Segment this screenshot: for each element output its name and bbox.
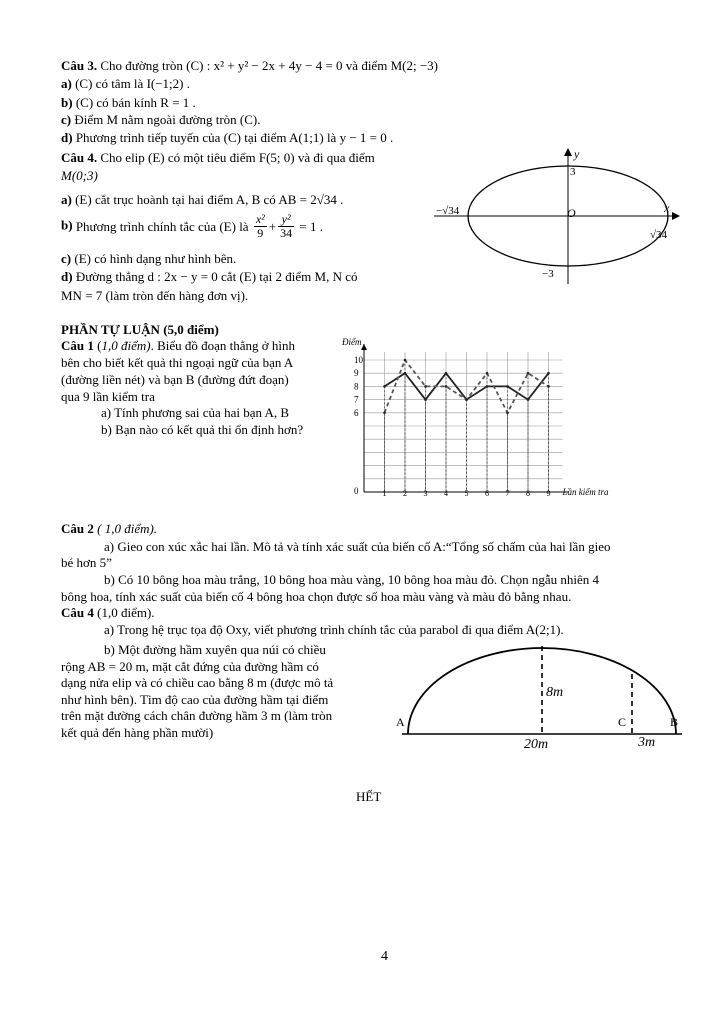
chart-point-A bbox=[424, 398, 427, 401]
ellipse-top-label: 3 bbox=[570, 166, 576, 178]
chart-point-A bbox=[506, 385, 509, 388]
chart-y-tick: 8 bbox=[354, 381, 359, 392]
q4-option-c: c) (E) có hình dạng như hình bên. bbox=[61, 251, 237, 266]
c1-part-b: b) Bạn nào có kết quả thi ổn định hơn? bbox=[101, 422, 304, 437]
chart-y-label: Điểm bbox=[342, 337, 362, 347]
c2-part-b-1: b) Có 10 bông hoa màu trắng, 10 bông hoa màu vàng, 10 bông hoa màu đỏ. Chọn ngẫu nhiên 4 bbox=[104, 572, 600, 587]
end-marker: HẾT bbox=[356, 789, 382, 804]
chart-point-B bbox=[486, 372, 489, 375]
c2-part-a-1: a) Gieo con xúc xắc hai lần. Mô tả và tính xác suất của biến cố A:“Tổng số chấm của hai lần gieo bbox=[104, 539, 611, 554]
q3-stem: Câu 3. Cho đường tròn (C) : x² + y² − 2x + 4y − 4 = 0 và điểm M(2; −3) bbox=[61, 58, 438, 73]
chart-x-label: Lần kiểm tra bbox=[562, 487, 609, 497]
chart-point-B bbox=[527, 372, 530, 375]
q4-stem: Câu 4. Cho elip (E) có một tiêu điểm F(5; 0) và đi qua điểm bbox=[61, 150, 375, 165]
c2-title: Câu 2 ( 1,0 điểm). bbox=[61, 521, 158, 536]
q3-option-a: a) (C) có tâm là I(−1;2) . bbox=[61, 76, 190, 91]
c4-part-b-1: b) Một đường hầm xuyên qua núi có chiều bbox=[104, 642, 326, 657]
chart-point-A bbox=[527, 398, 530, 401]
chart-y-tick: 6 bbox=[354, 407, 359, 418]
c4-title: Câu 4 (1,0 điểm). bbox=[61, 605, 155, 620]
chart-x-tick: 8 bbox=[526, 489, 530, 498]
q4-option-b: b) Phương trình chính tắc của (E) là $\frac{\text{x²}}{9}$ + $\frac{\text{y²}}{34}$ = 1 . bbox=[61, 212, 323, 240]
tunnel-label-offset: 3m bbox=[638, 735, 656, 750]
chart-x-tick: 9 bbox=[546, 489, 551, 498]
c4-part-a: a) Trong hệ trục tọa độ Oxy, viết phương trình chính tắc của parabol đi qua điểm A(2;1). bbox=[104, 622, 564, 637]
c2-part-b-2: bông hoa, tính xác suất của biến cố 4 bông hoa chọn được số hoa màu vàng và màu đỏ bằng nhau. bbox=[61, 589, 572, 604]
c1-line-2: bên cho biết kết quả thi ngoại ngữ của bạn A bbox=[61, 355, 294, 370]
essay-heading: PHẦN TỰ LUẬN (5,0 điểm) bbox=[61, 322, 219, 337]
chart-x-tick: 5 bbox=[464, 489, 469, 498]
chart-y-arrow bbox=[361, 344, 367, 350]
ellipse-origin-label: O bbox=[567, 206, 576, 220]
chart-point-B bbox=[383, 412, 386, 415]
q4-option-d: d) Đường thẳng d : 2x − y = 0 cắt (E) tại 2 điểm M, N có bbox=[61, 269, 358, 284]
chart-point-A bbox=[383, 385, 386, 388]
c4-part-b-2: rộng AB = 20 m, mặt cắt đứng của đường hầm có bbox=[61, 659, 319, 674]
tunnel-label-width: 20m bbox=[524, 737, 549, 752]
c4-part-b-5: trên mặt đường cách chân đường hầm 3 m (làm tròn bbox=[61, 708, 333, 723]
tunnel-label-height: 8m bbox=[546, 685, 564, 700]
chart-x-tick: 6 bbox=[485, 489, 489, 498]
chart-point-B bbox=[424, 385, 427, 388]
chart-origin-label: 0 bbox=[354, 486, 359, 496]
chart-point-A bbox=[445, 372, 448, 375]
c4-part-b-4: như hình bên). Tìm độ cao của đường hầm tại điểm bbox=[61, 692, 329, 707]
chart-point-B bbox=[465, 398, 468, 401]
chart-y-tick: 7 bbox=[354, 394, 359, 405]
c1-line-1: Câu 1 (1,0 điểm). Biểu đồ đoạn thẳng ở hình bbox=[61, 338, 296, 353]
chart-point-B bbox=[506, 412, 509, 415]
q3-option-b: b) (C) có bán kính R = 1 . bbox=[61, 95, 196, 110]
q3-option-c: c) Điểm M nằm ngoài đường tròn (C). bbox=[61, 112, 261, 127]
chart-point-B bbox=[547, 385, 550, 388]
page-number: 4 bbox=[381, 949, 388, 964]
c1-line-3: (đường liền nét) và bạn B (đường đứt đoạn) bbox=[61, 372, 289, 387]
c2-part-a-2: bé hơn 5” bbox=[61, 555, 112, 570]
q4-option-a: a) (E) cắt trục hoành tại hai điểm A, B có AB = 2√34 . bbox=[61, 192, 344, 207]
chart-y-tick: 10 bbox=[354, 355, 363, 365]
q4-stem-2: M(0;3) bbox=[61, 168, 98, 183]
ellipse-bottom-label: −3 bbox=[542, 268, 554, 280]
c4-part-b-3: dạng nửa elip và có chiều cao bằng 8 m (được mô tả bbox=[61, 675, 334, 690]
fraction-x: $\frac{\text{x²}}{9}$ bbox=[255, 212, 265, 240]
chart-point-A bbox=[547, 372, 550, 375]
chart-x-tick: 4 bbox=[444, 489, 448, 498]
chart-point-B bbox=[445, 385, 448, 388]
chart-y-tick: 9 bbox=[354, 368, 359, 379]
chart-point-A bbox=[486, 385, 489, 388]
ellipse-right-label: √34 bbox=[650, 229, 668, 241]
ellipse-y-label: y bbox=[574, 147, 580, 161]
chart-point-A bbox=[404, 372, 407, 375]
chart-x-tick: 1 bbox=[382, 489, 387, 498]
fraction-y: $\frac{\text{y²}}{34}$ bbox=[280, 212, 293, 240]
chart-x-tick: 3 bbox=[423, 489, 428, 498]
tunnel-figure bbox=[392, 640, 692, 752]
q4-option-d-2: MN = 7 (làm tròn đến hàng đơn vị). bbox=[61, 288, 249, 303]
tunnel-label-A: A bbox=[396, 715, 405, 729]
tunnel-label-C: C bbox=[618, 715, 627, 729]
chart-x-tick: 2 bbox=[403, 489, 407, 498]
score-line-chart bbox=[336, 334, 648, 504]
ellipse-left-label: −√34 bbox=[436, 205, 460, 217]
ellipse-figure bbox=[428, 144, 690, 290]
ellipse-x-label: x bbox=[664, 201, 670, 215]
c4-part-b-6: kết quả đến hàng phần mười) bbox=[61, 725, 214, 740]
tunnel-label-B: B bbox=[670, 715, 679, 729]
chart-x-tick: 7 bbox=[505, 489, 510, 498]
q3-option-d: d) Phương trình tiếp tuyến của (C) tại điểm A(1;1) là y − 1 = 0 . bbox=[61, 130, 394, 145]
c1-part-a: a) Tính phương sai của hai bạn A, B bbox=[101, 405, 290, 420]
chart-point-B bbox=[404, 359, 407, 362]
c1-line-4: qua 9 lần kiểm tra bbox=[61, 389, 155, 404]
